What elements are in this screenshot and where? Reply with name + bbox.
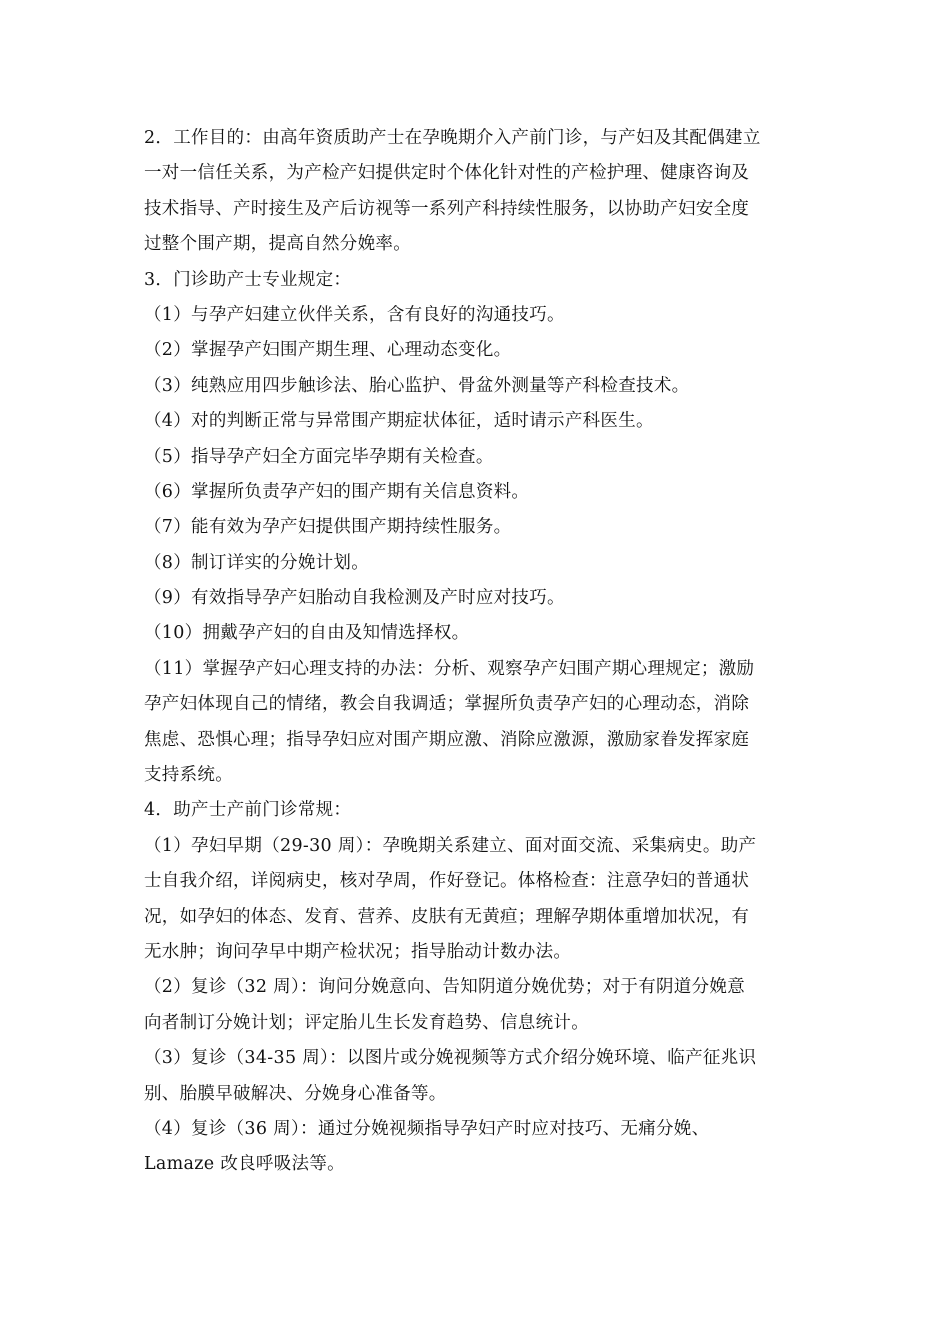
text-line: （5）指导孕产妇全方面完毕孕期有关检查。 <box>144 446 494 467</box>
paragraph <box>144 404 808 439</box>
paragraph <box>144 793 808 828</box>
paragraph <box>144 263 808 298</box>
paragraph <box>144 333 808 368</box>
text-line: （9）有效指导孕产妇胎动自我检测及产时应对技巧。 <box>144 588 565 609</box>
paragraph <box>144 369 808 404</box>
paragraph <box>144 510 808 545</box>
text-line: （6）掌握所负责孕产妇的围产期有关信息资料。 <box>144 481 530 502</box>
text-line: （4）对的判断正常与异常围产期症状体征，适时请示产科医生。 <box>144 411 654 432</box>
paragraph <box>144 970 808 1041</box>
text-line: （2）掌握孕产妇围产期生理、心理动态变化。 <box>144 340 512 361</box>
text-line: 焦虑、恐惧心理；指导孕妇应对围产期应激、消除应激源，激励家眷发挥家庭 <box>144 729 750 750</box>
paragraph <box>144 546 808 581</box>
text-line: 士自我介绍，详阅病史，核对孕周，作好登记。体格检查：注意孕妇的普通状 <box>144 871 750 892</box>
paragraph <box>144 440 808 475</box>
text-line: 向者制订分娩计划；评定胎儿生长发育趋势、信息统计。 <box>144 1012 589 1033</box>
text-line: 孕产妇体现自己的情绪，教会自我调适；掌握所负责孕产妇的心理动态，消除 <box>144 694 750 715</box>
paragraph <box>144 616 808 651</box>
paragraph <box>144 298 808 333</box>
text-line: （8）制订详实的分娩计划。 <box>144 552 370 573</box>
text-line: 过整个围产期，提高自然分娩率。 <box>144 234 411 255</box>
paragraph <box>144 652 808 794</box>
paragraph <box>144 581 808 616</box>
text-line: （3）复诊（34-35 周）：以图片或分娩视频等方式介绍分娩环境、临产征兆识 <box>144 1048 757 1069</box>
text-line: 无水肿；询问孕早中期产检状况；指导胎动计数办法。 <box>144 941 572 962</box>
text-line: 一对一信任关系，为产检产妇提供定时个体化针对性的产检护理、健康咨询及 <box>144 163 750 184</box>
document-body <box>144 121 808 1183</box>
text-line: 2．工作目的：由高年资质助产士在孕晚期介入产前门诊，与产妇及其配偶建立 <box>144 128 761 148</box>
text-line: （10）拥戴孕产妇的自由及知情选择权。 <box>144 623 470 644</box>
paragraph <box>144 829 808 971</box>
text-line: Lamaze 改良呼吸法等。 <box>144 1154 345 1175</box>
text-line: （11）掌握孕产妇心理支持的办法：分析、观察孕产妇围产期心理规定；激励 <box>144 658 755 679</box>
text-line: 4．助产士产前门诊常规： <box>144 800 352 821</box>
paragraph <box>144 121 808 263</box>
text-line: （2）复诊（32 周）：询问分娩意向、告知阴道分娩优势；对于有阴道分娩意 <box>144 977 746 998</box>
text-line: （7）能有效为孕产妇提供围产期持续性服务。 <box>144 517 512 538</box>
paragraph <box>144 1112 808 1183</box>
text-line: 技术指导、产时接生及产后访视等一系列产科持续性服务，以协助产妇安全度 <box>144 198 750 219</box>
text-line: （1）与孕产妇建立伙伴关系，含有良好的沟通技巧。 <box>144 304 565 325</box>
text-line: 3．门诊助产士专业规定： <box>144 269 352 290</box>
text-line: 况，如孕妇的体态、发育、营养、皮肤有无黄疸；理解孕期体重增加状况，有 <box>144 906 750 927</box>
text-line: 别、胎膜早破解决、分娩身心准备等。 <box>144 1083 447 1104</box>
text-line: （1）孕妇早期（29-30 周）：孕晚期关系建立、面对面交流、采集病史。助产 <box>144 835 757 856</box>
paragraph <box>144 1041 808 1112</box>
text-line: 支持系统。 <box>144 765 233 786</box>
paragraph <box>144 475 808 510</box>
text-line: （3）纯熟应用四步触诊法、胎心监护、骨盆外测量等产科检查技术。 <box>144 375 690 396</box>
text-line: （4）复诊（36 周）：通过分娩视频指导孕妇产时应对技巧、无痛分娩、 <box>144 1118 710 1139</box>
